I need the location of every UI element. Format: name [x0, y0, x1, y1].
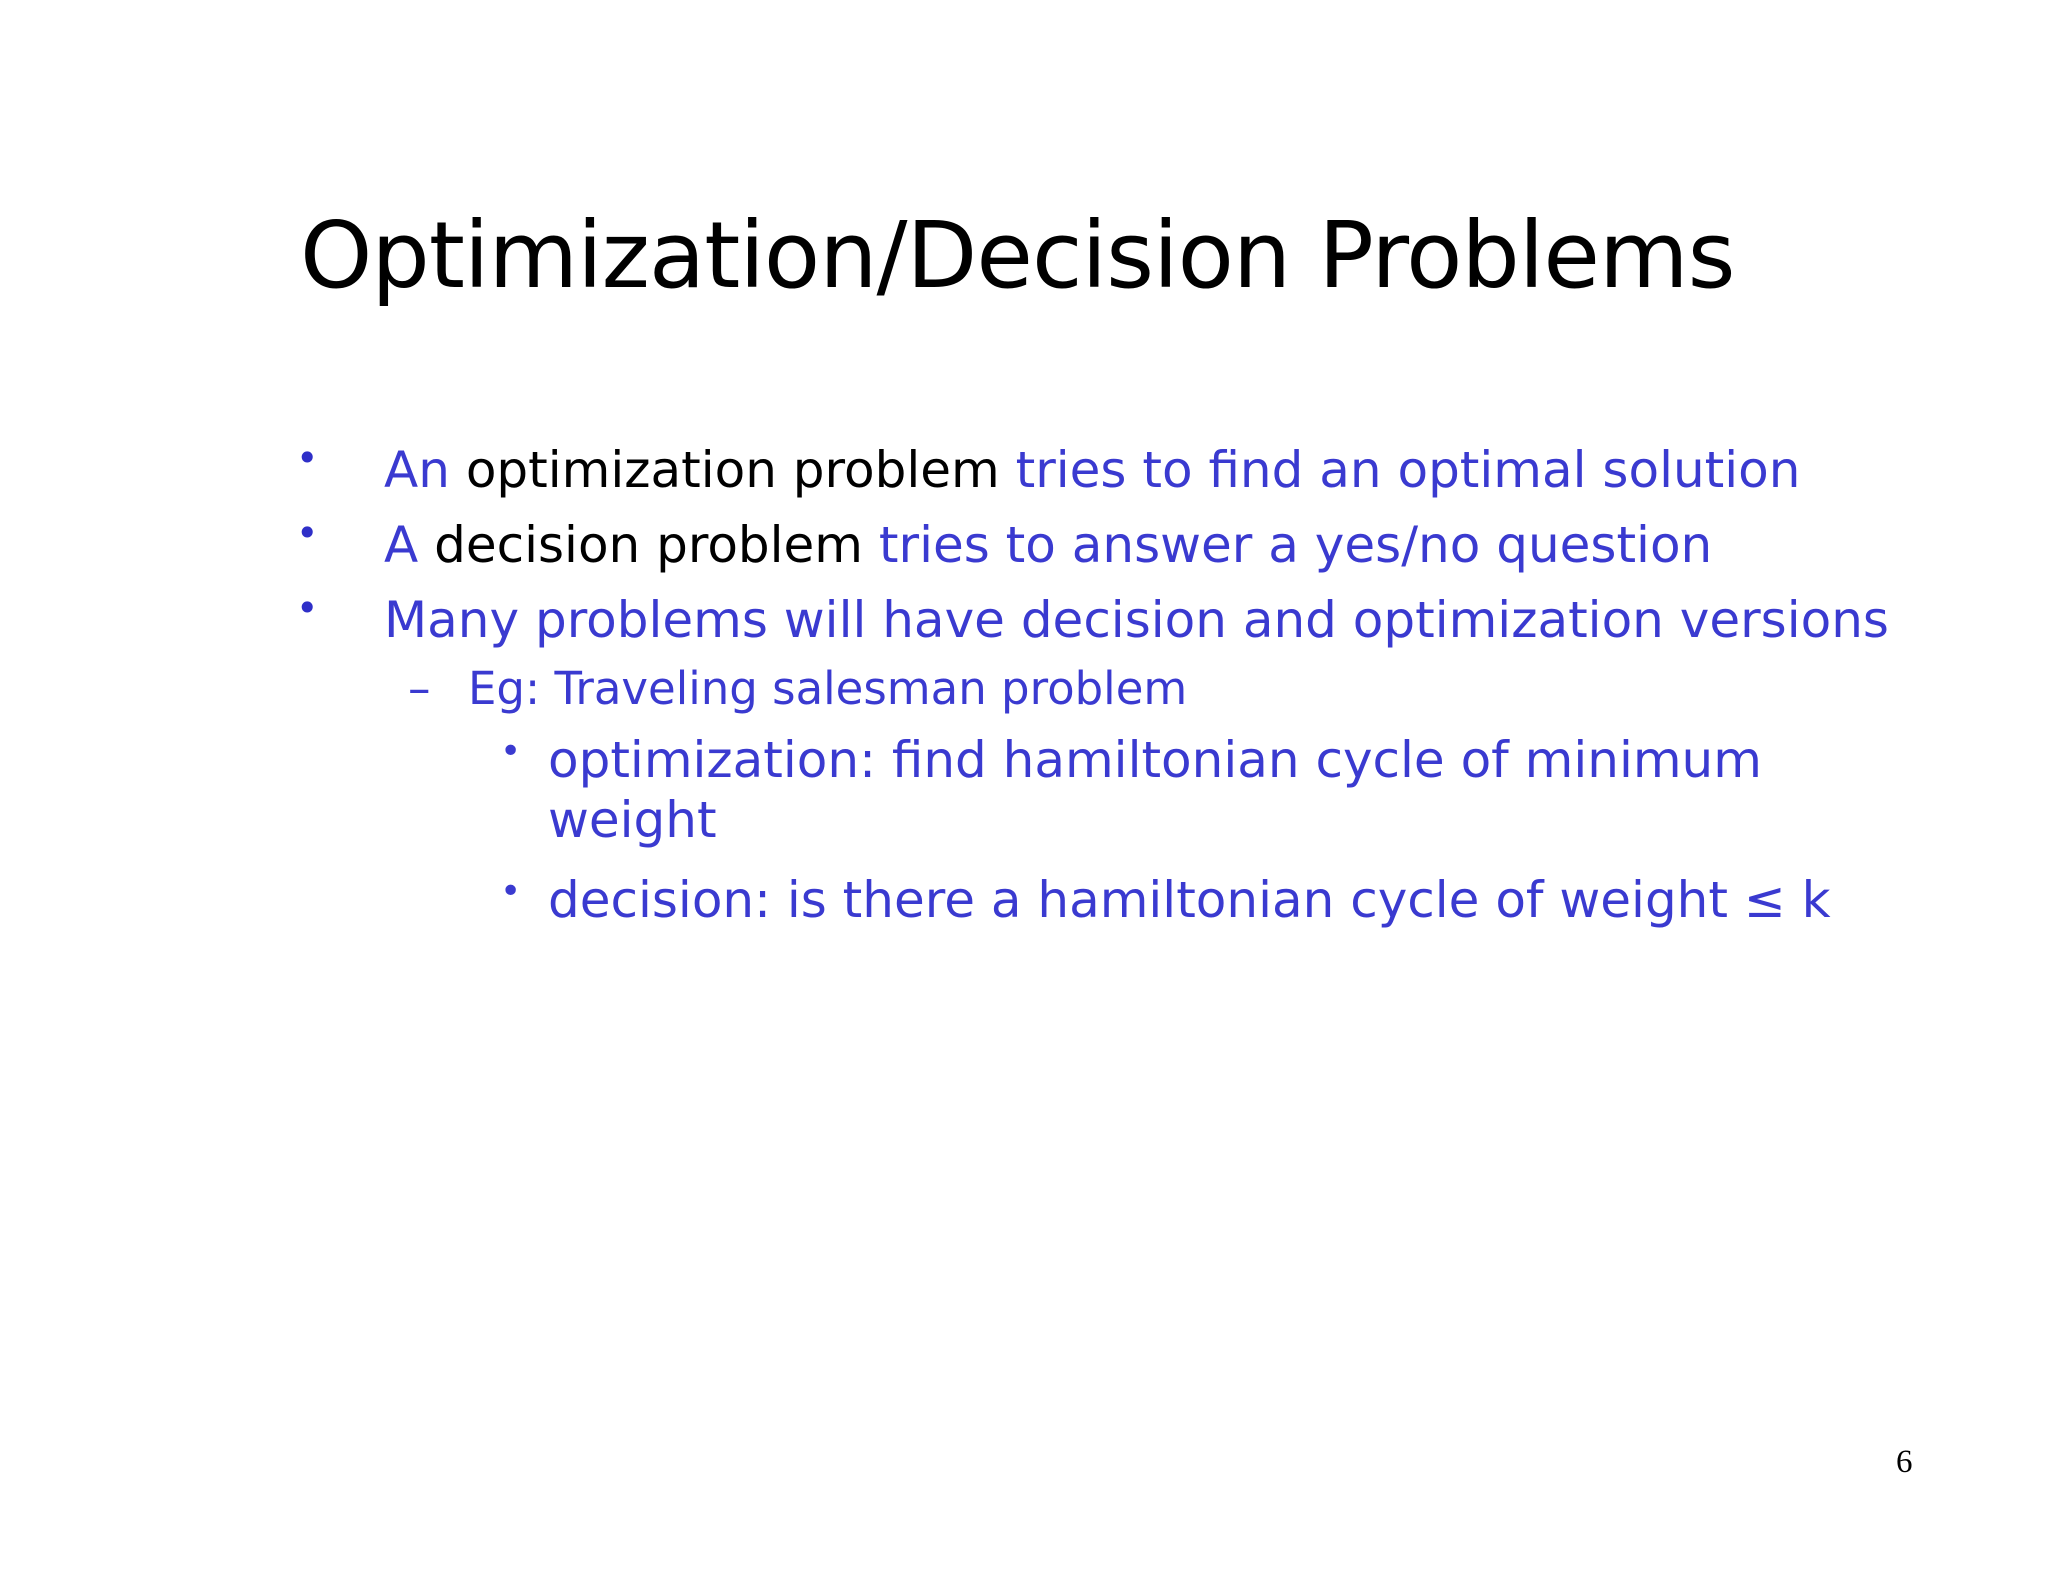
bullet-marker: • [500, 731, 522, 772]
bullet-rest: tries to answer a yes/no question [878, 516, 1713, 574]
slide-title: Optimization/Decision Problems [300, 202, 1735, 309]
bullet-rest: tries to find an optimal solution [1015, 441, 1801, 499]
bullet-lead: An [384, 441, 450, 499]
bullet-term: optimization problem [465, 441, 1000, 499]
bullet-text: Many problems will have decision and optimization versions [384, 591, 1889, 649]
sub-sub-bullet-text: decision: is there a hamiltonian cycle of weight ≤ k [548, 871, 1831, 929]
sub-sub-bullet-line1: optimization: find hamiltonian cycle of minimum [548, 731, 1762, 789]
sub-bullet-text: Eg: Traveling salesman problem [468, 662, 1188, 715]
bullet-lead: A [384, 516, 419, 574]
sub-sub-bullet-line2: weight [548, 791, 717, 849]
page-number: 6 [1896, 1444, 1913, 1480]
bullet-marker: • [296, 436, 319, 480]
bullet-term: decision problem [434, 516, 864, 574]
bullet-marker: • [296, 511, 319, 555]
dash-marker: – [408, 662, 431, 715]
bullet-marker: • [500, 871, 522, 912]
bullet-marker: • [296, 586, 319, 630]
